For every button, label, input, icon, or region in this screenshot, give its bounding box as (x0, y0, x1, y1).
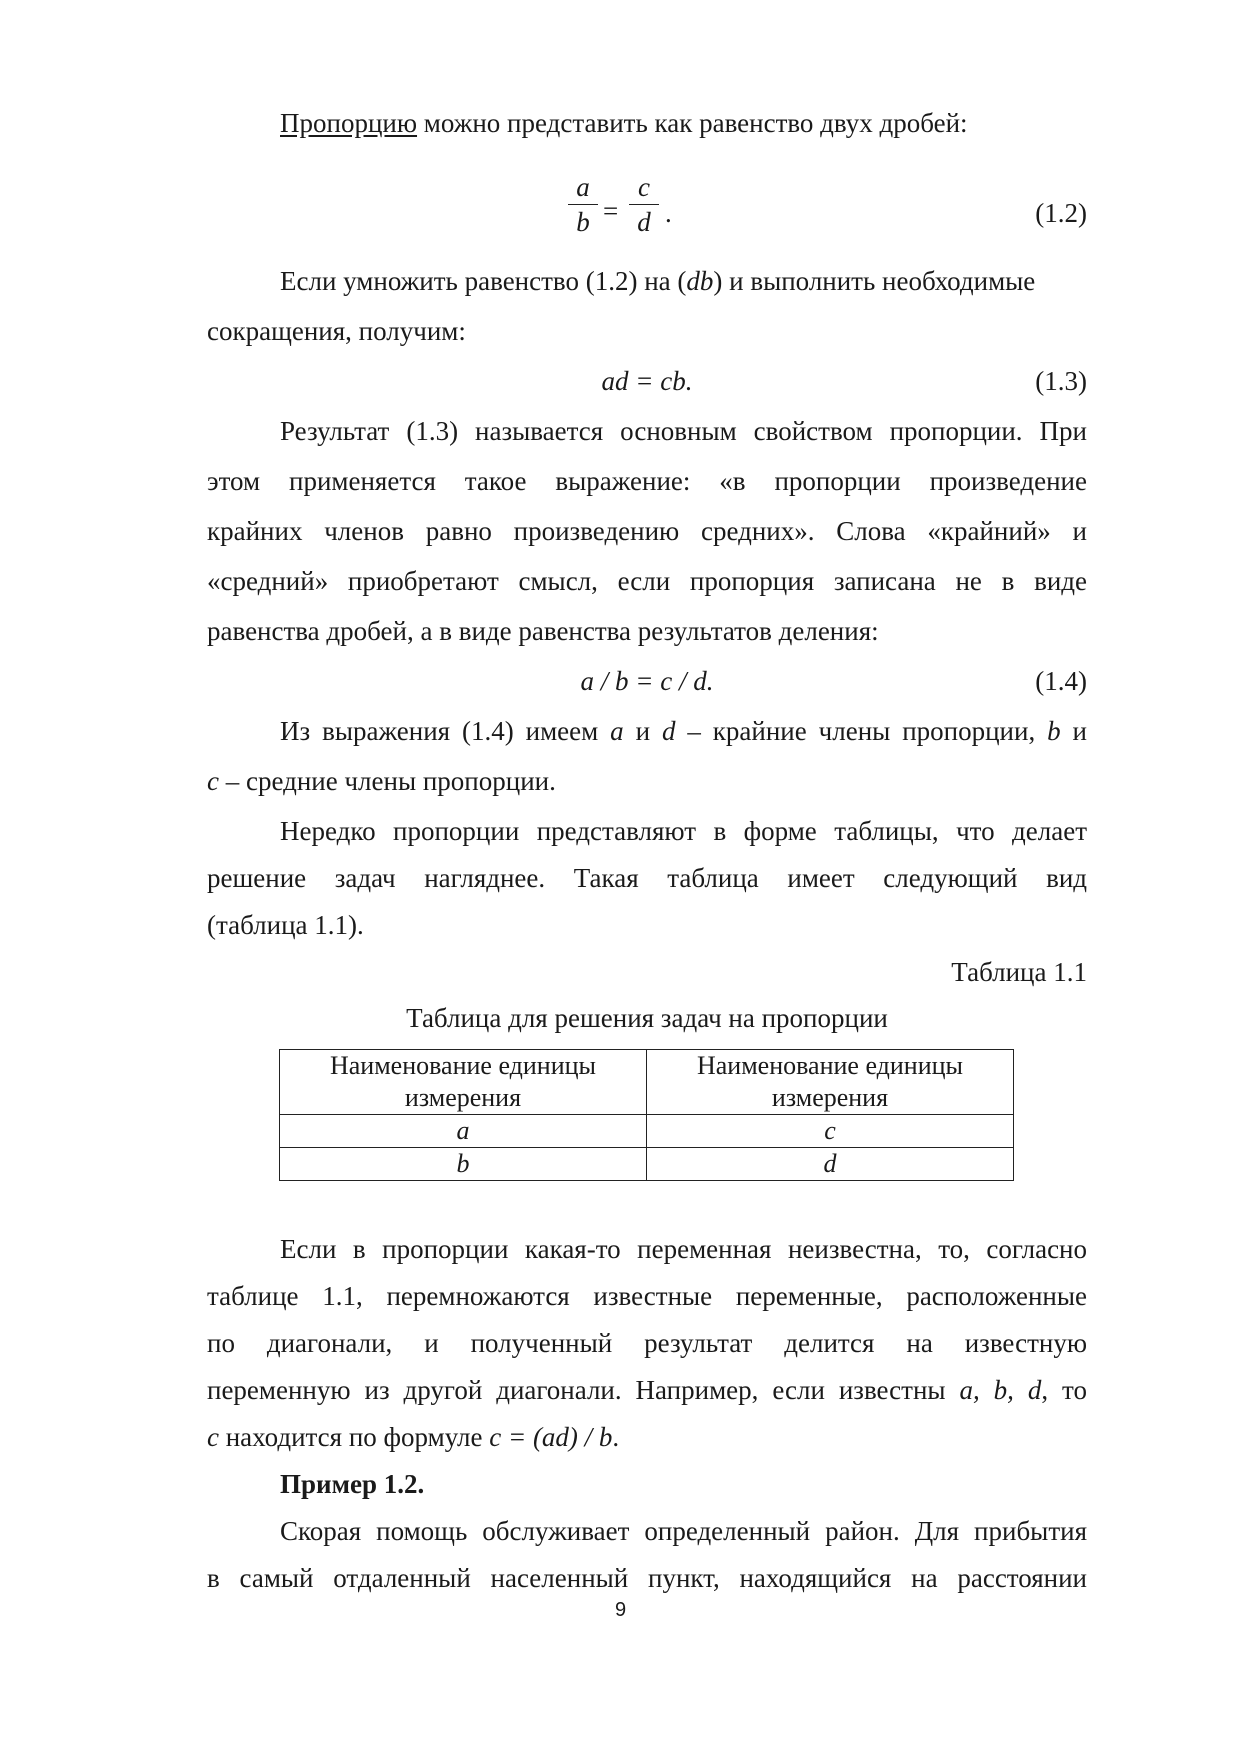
text-segment: и (623, 716, 662, 746)
paragraph-multiply-line-2: сокращения, получим: (207, 316, 466, 346)
equation-1-3 (207, 364, 1087, 398)
text-segment: переменную из другой диагонали. Например, если известны (207, 1375, 960, 1405)
intro-text: можно представить как равенство двух дробей: (417, 108, 968, 138)
variable-d: d (661, 716, 676, 746)
table-header-cell: Наименование единицы измерения (280, 1050, 647, 1115)
table-cell: c (647, 1115, 1014, 1148)
variable-b: b (1047, 716, 1061, 746)
table-cell: a (280, 1115, 647, 1148)
equation-number: (1.3) (1035, 366, 1087, 396)
variable-a: a (610, 716, 624, 746)
paragraph-proportion-intro (280, 106, 1087, 140)
variable-db: db (686, 266, 714, 296)
equation-expression: a / b = c / d. (580, 666, 714, 696)
text-segment: – средние члены пропорции. (218, 766, 556, 796)
table-header-cell: Наименование единицы измерения (647, 1050, 1014, 1115)
paragraph-table-intro-line-1: Нередко пропорции представляют в форме таблицы, что делает (280, 816, 1087, 846)
text-segment: ) и выполнить необходимые (713, 266, 1036, 296)
table-row (280, 1115, 1014, 1148)
variable-c: c (207, 766, 219, 796)
table-row (280, 1148, 1014, 1181)
paragraph-property-line-4: «средний» приобретают смысл, если пропорция записана не в виде (207, 566, 1087, 596)
paragraph-property-line-5: равенства дробей, а в виде равенства результатов деления: (207, 616, 879, 646)
text-segment: находится по формуле (218, 1422, 490, 1452)
equation-number: (1.4) (1035, 666, 1087, 696)
page-number: 9 (614, 1599, 627, 1621)
table-number: Таблица 1.1 (951, 957, 1087, 987)
fraction-bar (629, 204, 659, 205)
paragraph-unknown-line-5 (207, 1420, 1087, 1454)
equation-number: (1.2) (1035, 198, 1087, 228)
paragraph-example-line-1: Скорая помощь обслуживает определенный район. Для прибытия (280, 1516, 1087, 1546)
fraction-bar (568, 204, 598, 205)
text-segment: – крайние члены пропорции, (675, 716, 1048, 746)
fraction-a-over-b (568, 172, 598, 237)
text-segment: Из выражения (1.4) имеем (280, 716, 611, 746)
paragraph-property-line-2: этом применяется такое выражение: «в пропорции произведение (207, 466, 1087, 496)
table-cell: b (280, 1148, 647, 1181)
equation-1-2 (207, 172, 1087, 252)
equation-1-4 (207, 664, 1087, 698)
paragraph-table-intro-line-2: решение задач нагляднее. Такая таблица имеет следующий вид (207, 863, 1087, 893)
table-cell: d (647, 1148, 1014, 1181)
equation-period: . (665, 198, 672, 228)
paragraph-members-line-2 (207, 764, 1087, 798)
paragraph-property-line-3: крайних членов равно произведению средних». Слова «крайний» и (207, 516, 1087, 546)
paragraph-example-line-2: в самый отдаленный населенный пункт, находящийся на расстоянии (207, 1563, 1087, 1593)
equals-sign: = (603, 196, 619, 226)
numerator-c: c (638, 172, 650, 202)
formula-c: c = (ad) / b (489, 1422, 613, 1452)
text-segment: и (1060, 716, 1087, 746)
term-proportion: Пропорцию (280, 108, 418, 138)
paragraph-unknown-line-3: по диагонали, и полученный результат делится на известную (207, 1328, 1087, 1358)
variable-c: c (207, 1422, 219, 1452)
denominator-b: b (576, 207, 590, 237)
table-header-row (280, 1050, 1014, 1115)
paragraph-unknown-line-2: таблице 1.1, перемножаются известные переменные, расположенные (207, 1281, 1087, 1311)
numerator-a: a (576, 172, 590, 202)
table-caption: Таблица для решения задач на пропорции (406, 1003, 888, 1033)
denominator-d: d (637, 207, 651, 237)
paragraph-unknown-line-1: Если в пропорции какая-то переменная неизвестна, то, согласно (280, 1234, 1087, 1264)
text-segment: . (612, 1422, 620, 1452)
paragraph-members-line-1 (280, 714, 1087, 748)
equation-expression: ad = cb. (601, 366, 693, 396)
text-segment: Если умножить равенство (1.2) на ( (280, 266, 687, 296)
paragraph-table-intro-line-3: (таблица 1.1). (207, 910, 364, 940)
paragraph-property-line-1: Результат (1.3) называется основным свойством пропорции. При (280, 416, 1087, 446)
text-segment: , то (1041, 1375, 1088, 1405)
fraction-c-over-d (629, 172, 659, 237)
paragraph-unknown-line-4 (207, 1373, 1087, 1407)
paragraph-multiply-line-1 (280, 264, 1087, 298)
example-heading: Пример 1.2. (280, 1469, 425, 1499)
variables-abd: a, b, d (959, 1375, 1042, 1405)
proportion-table (279, 1049, 1014, 1181)
